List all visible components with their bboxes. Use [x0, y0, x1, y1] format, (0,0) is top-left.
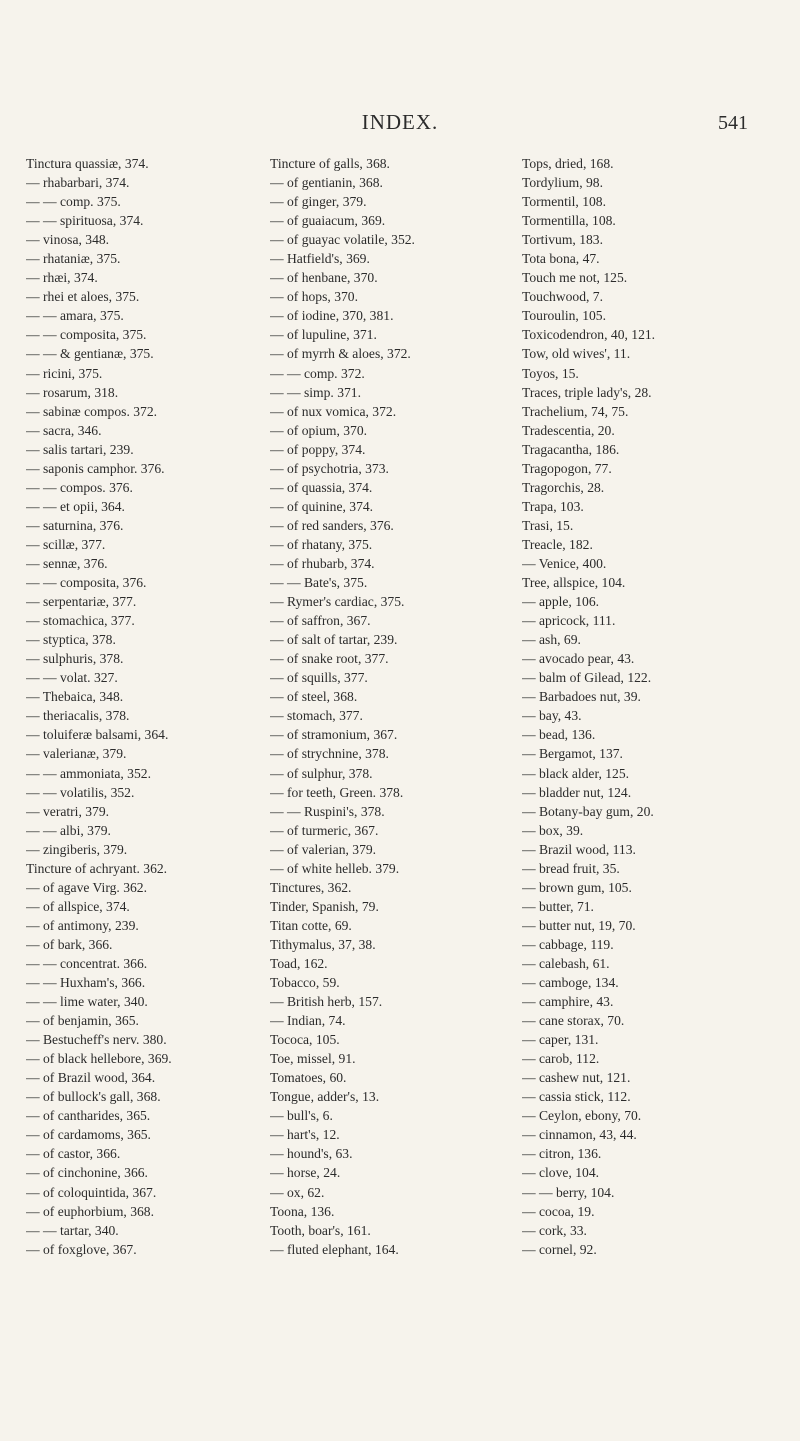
index-entry: — of benjamin, 365.	[26, 1013, 139, 1029]
index-columns	[0, 154, 800, 1294]
index-entry: — butter nut, 19, 70.	[522, 917, 636, 933]
index-entry: — Indian, 74.	[270, 1013, 346, 1029]
index-entry: Tota bona, 47.	[522, 251, 600, 267]
index-entry: — — comp. 375.	[26, 194, 121, 210]
index-entry: Tincture of galls, 368.	[270, 156, 390, 171]
index-entry: Tormentilla, 108.	[522, 213, 616, 229]
index-column-1	[26, 154, 266, 1259]
index-entry: — cinnamon, 43, 44.	[522, 1127, 637, 1143]
index-entry: Tongue, adder's, 13.	[270, 1089, 380, 1105]
index-entry: Tococa, 105.	[270, 1032, 340, 1048]
index-entry: — — lime water, 340.	[26, 994, 148, 1010]
index-entry: — of lupuline, 371.	[270, 327, 377, 343]
index-entry: — — amara, 375.	[26, 308, 124, 324]
index-entry: — calebash, 61.	[522, 955, 610, 971]
index-entry: — stomachica, 377.	[26, 613, 135, 629]
index-entry: — Thebaica, 348.	[26, 689, 124, 705]
index-entry: Trasi, 15.	[522, 517, 574, 533]
index-entry: — bladder nut, 124.	[522, 784, 632, 800]
index-entry: — valerianæ, 379.	[26, 746, 127, 762]
index-entry: — of guaiacum, 369.	[270, 213, 386, 229]
index-entry: — salis tartari, 239.	[26, 441, 134, 457]
index-entry: — — concentrat. 366.	[26, 955, 148, 971]
index-entry: — of stramonium, 367.	[270, 727, 398, 743]
index-entry: — camphire, 43.	[522, 994, 614, 1010]
index-entry: Tobacco, 59.	[270, 975, 340, 991]
index-entry: — styptica, 378.	[26, 632, 116, 648]
index-entry: — of gentianin, 368.	[270, 175, 383, 191]
index-entry: Touch me not, 125.	[522, 270, 628, 286]
index-entry: — rhei et aloes, 375.	[26, 289, 140, 305]
index-entry: — — ammoniata, 352.	[26, 765, 151, 781]
index-entry: — of snake root, 377.	[270, 651, 389, 667]
index-entry: — avocado pear, 43.	[522, 651, 635, 667]
index-entry: — sennæ, 376.	[26, 555, 108, 571]
index-entry: Tragopogon, 77.	[522, 460, 612, 476]
index-entry: — Venice, 400.	[522, 555, 607, 571]
index-entry: — ricini, 375.	[26, 365, 103, 381]
index-entry: Tree, allspice, 104.	[522, 575, 626, 591]
index-entry: — — Ruspini's, 378.	[270, 803, 385, 819]
index-entry: Toona, 136.	[270, 1203, 335, 1219]
index-entry: — of poppy, 374.	[270, 441, 366, 457]
index-entry: Tradescentia, 20.	[522, 422, 615, 438]
index-entry: — horse, 24.	[270, 1165, 341, 1181]
index-entry: — ash, 69.	[522, 632, 581, 648]
index-entry: — butter, 71.	[522, 898, 594, 914]
index-entry: — — et opii, 364.	[26, 498, 125, 514]
index-entry: — cashew nut, 121.	[522, 1070, 631, 1086]
index-entry: Tooth, boar's, 161.	[270, 1222, 371, 1238]
index-entry: — of cardamoms, 365.	[26, 1127, 151, 1143]
index-entry: — — spirituosa, 374.	[26, 213, 144, 229]
index-entry: — of bullock's gall, 368.	[26, 1089, 161, 1105]
index-entry: — bay, 43.	[522, 708, 582, 724]
index-entry: — of cantharides, 365.	[26, 1108, 151, 1124]
index-entry: — of myrrh & aloes, 372.	[270, 346, 411, 362]
index-column-2	[270, 154, 515, 1259]
index-entry: Tormentil, 108.	[522, 194, 606, 210]
index-entry: — British herb, 157.	[270, 994, 383, 1010]
index-entry: Traces, triple lady's, 28.	[522, 384, 652, 400]
index-entry: — fluted elephant, 164.	[270, 1241, 399, 1257]
index-entry: Tragorchis, 28.	[522, 479, 605, 495]
index-entry: — — & gentianæ, 375.	[26, 346, 154, 362]
index-entry: Tincture of achryant. 362.	[26, 860, 168, 876]
index-entry: — bull's, 6.	[270, 1108, 333, 1124]
index-entry: — Ceylon, ebony, 70.	[522, 1108, 642, 1124]
index-entry: — of opium, 370.	[270, 422, 368, 438]
index-entry: — Barbadoes nut, 39.	[522, 689, 641, 705]
index-entry: — ox, 62.	[270, 1184, 325, 1200]
index-entry: — hart's, 12.	[270, 1127, 340, 1143]
index-entry: — brown gum, 105.	[522, 879, 632, 895]
index-entry: Tinctura quassiæ, 374.	[26, 156, 149, 171]
index-entry: — cabbage, 119.	[522, 936, 614, 952]
index-entry: — camboge, 134.	[522, 975, 619, 991]
index-entry: Toe, missel, 91.	[270, 1051, 356, 1067]
index-entry: — theriacalis, 378.	[26, 708, 130, 724]
index-entry: — Brazil wood, 113.	[522, 841, 636, 857]
index-entry: — of henbane, 370.	[270, 270, 378, 286]
index-entry: — of steel, 368.	[270, 689, 358, 705]
index-entry: — of hops, 370.	[270, 289, 358, 305]
index-entry: — Botany-bay gum, 20.	[522, 803, 654, 819]
index-entry: — zingiberis, 379.	[26, 841, 128, 857]
index-entry: — apricock, 111.	[522, 613, 616, 629]
index-entry: Trachelium, 74, 75.	[522, 403, 629, 419]
index-entry: Tragacantha, 186.	[522, 441, 620, 457]
index-entry: Toxicodendron, 40, 121.	[522, 327, 656, 343]
index-entry: — bead, 136.	[522, 727, 596, 743]
index-entry: — hound's, 63.	[270, 1146, 353, 1162]
index-entry: Treacle, 182.	[522, 536, 593, 552]
index-entry: Toad, 162.	[270, 955, 328, 971]
index-entry: — of iodine, 370, 381.	[270, 308, 394, 324]
index-entry: — cane storax, 70.	[522, 1013, 625, 1029]
index-entry: — of castor, 366.	[26, 1146, 121, 1162]
index-entry: — of foxglove, 367.	[26, 1241, 137, 1257]
index-entry: — of agave Virg. 362.	[26, 879, 148, 895]
index-entry: — caper, 131.	[522, 1032, 599, 1048]
index-entry: — rhataniæ, 375.	[26, 251, 121, 267]
index-entry: — black alder, 125.	[522, 765, 630, 781]
index-entry: — — compos. 376.	[26, 479, 133, 495]
index-entry: — of psychotria, 373.	[270, 460, 389, 476]
index-entry: — of salt of tartar, 239.	[270, 632, 398, 648]
index-entry: — saturnina, 376.	[26, 517, 124, 533]
index-entry: — bread fruit, 35.	[522, 860, 620, 876]
page-header	[0, 110, 800, 150]
index-entry: Tordylium, 98.	[522, 175, 603, 191]
index-entry: — cork, 33.	[522, 1222, 587, 1238]
index-entry: Tow, old wives', 11.	[522, 346, 631, 362]
index-entry: — vinosa, 348.	[26, 232, 110, 248]
index-entry: — of Brazil wood, 364.	[26, 1070, 156, 1086]
index-entry: — of coloquintida, 367.	[26, 1184, 157, 1200]
index-entry: Touchwood, 7.	[522, 289, 603, 305]
index-entry: Toyos, 15.	[522, 365, 579, 381]
index-entry: Tinctures, 362.	[270, 879, 352, 895]
index-entry: — — tartar, 340.	[26, 1222, 119, 1238]
index-entry: — Bergamot, 137.	[522, 746, 623, 762]
index-entry: Tops, dried, 168.	[522, 156, 614, 171]
index-entry: — of ginger, 379.	[270, 194, 367, 210]
index-entry: — Bestucheff's nerv. 380.	[26, 1032, 167, 1048]
index-entry: — — simp. 371.	[270, 384, 362, 400]
index-entry: — — berry, 104.	[522, 1184, 615, 1200]
index-entry: Trapa, 103.	[522, 498, 584, 514]
index-entry: Tithymalus, 37, 38.	[270, 936, 376, 952]
index-entry: — of saffron, 367.	[270, 613, 371, 629]
index-entry: — cassia stick, 112.	[522, 1089, 631, 1105]
index-entry: — clove, 104.	[522, 1165, 600, 1181]
index-entry: — of rhatany, 375.	[270, 536, 373, 552]
index-entry: — — volat. 327.	[26, 670, 118, 686]
index-entry: — — composita, 376.	[26, 575, 147, 591]
index-entry: — scillæ, 377.	[26, 536, 106, 552]
index-entry: — veratri, 379.	[26, 803, 110, 819]
index-entry: — stomach, 377.	[270, 708, 363, 724]
index-entry: — for teeth, Green. 378.	[270, 784, 404, 800]
index-entry: — of allspice, 374.	[26, 898, 130, 914]
index-entry: — citron, 136.	[522, 1146, 602, 1162]
index-entry: — rhabarbari, 374.	[26, 175, 130, 191]
index-entry: — serpentariæ, 377.	[26, 594, 137, 610]
index-entry: Tortivum, 183.	[522, 232, 603, 248]
index-entry: — sabinæ compos. 372.	[26, 403, 158, 419]
index-entry: — cornel, 92.	[522, 1241, 597, 1257]
index-entry: — of squills, 377.	[270, 670, 368, 686]
index-entry: — sacra, 346.	[26, 422, 102, 438]
index-entry: — of euphorbium, 368.	[26, 1203, 154, 1219]
index-entry: — of turmeric, 367.	[270, 822, 379, 838]
index-entry: — — composita, 375.	[26, 327, 147, 343]
index-entry: — of antimony, 239.	[26, 917, 139, 933]
index-entry: — — albi, 379.	[26, 822, 111, 838]
index-entry: — of quinine, 374.	[270, 498, 374, 514]
index-entry: — — Bate's, 375.	[270, 575, 368, 591]
index-entry: — of black hellebore, 369.	[26, 1051, 172, 1067]
page-title: INDEX.	[361, 110, 439, 134]
index-entry: — of rhubarb, 374.	[270, 555, 375, 571]
index-entry: — balm of Gilead, 122.	[522, 670, 652, 686]
index-entry: — of valerian, 379.	[270, 841, 377, 857]
index-column-3	[522, 154, 792, 1259]
index-entry: — carob, 112.	[522, 1051, 600, 1067]
index-entry: Touroulin, 105.	[522, 308, 607, 324]
index-entry: — saponis camphor. 376.	[26, 460, 165, 476]
index-entry: — of red sanders, 376.	[270, 517, 394, 533]
index-entry: — of white helleb. 379.	[270, 860, 400, 876]
index-entry: — of bark, 366.	[26, 936, 113, 952]
index-entry: — of nux vomica, 372.	[270, 403, 397, 419]
index-entry: — sulphuris, 378.	[26, 651, 124, 667]
index-entry: — rosarum, 318.	[26, 384, 119, 400]
index-entry: Tomatoes, 60.	[270, 1070, 347, 1086]
index-entry: — Rymer's cardiac, 375.	[270, 594, 405, 610]
index-entry: — cocoa, 19.	[522, 1203, 595, 1219]
index-entry: — of sulphur, 378.	[270, 765, 373, 781]
index-entry: — of strychnine, 378.	[270, 746, 389, 762]
index-entry: — — volatilis, 352.	[26, 784, 135, 800]
index-entry: Tinder, Spanish, 79.	[270, 898, 379, 914]
index-entry: — of quassia, 374.	[270, 479, 373, 495]
index-entry: — rhæi, 374.	[26, 270, 98, 286]
index-entry: Titan cotte, 69.	[270, 917, 352, 933]
index-entry: — of cinchonine, 366.	[26, 1165, 148, 1181]
index-entry: — — Huxham's, 366.	[26, 975, 146, 991]
index-entry: — Hatfield's, 369.	[270, 251, 370, 267]
page-number: 541	[718, 112, 748, 134]
index-entry: — of guayac volatile, 352.	[270, 232, 415, 248]
index-entry: — toluiferæ balsami, 364.	[26, 727, 169, 743]
index-entry: — apple, 106.	[522, 594, 600, 610]
index-entry: — — comp. 372.	[270, 365, 365, 381]
index-entry: — box, 39.	[522, 822, 584, 838]
